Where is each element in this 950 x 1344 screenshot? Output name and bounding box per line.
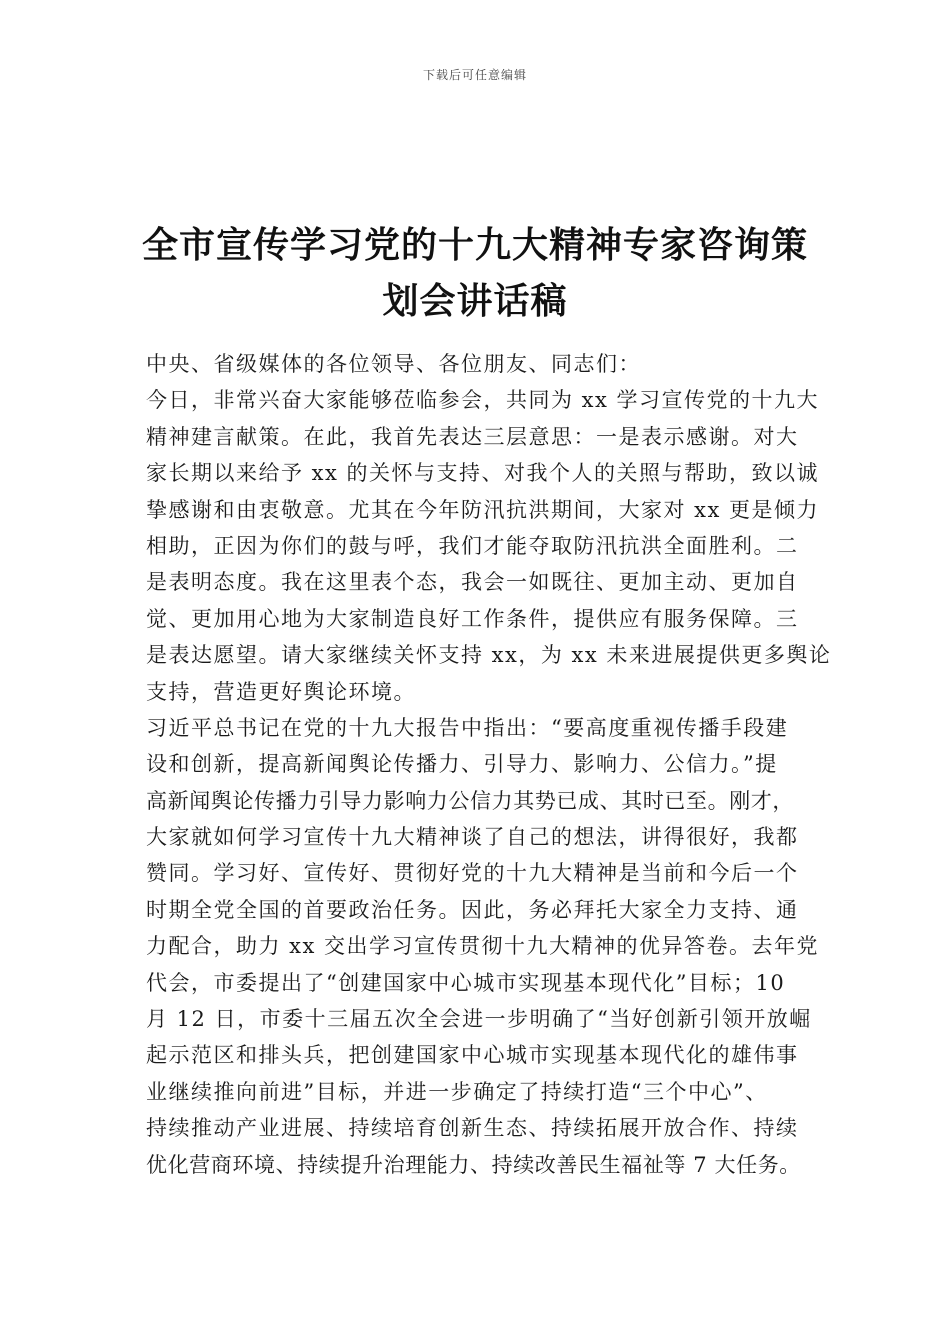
body-line: 高新闻舆论传播力引导力影响力公信力其势已成、其时已至。刚才，	[146, 788, 794, 813]
document-title	[120, 218, 830, 330]
body-line: 设和创新，提高新闻舆论传播力、引导力、影响力、公信力。”提	[146, 752, 778, 777]
body-line: 中央、省级媒体的各位领导、各位朋友、同志们：	[146, 352, 641, 376]
body-line: 持续推动产业进展、持续培育创新生态、持续拓展开放合作、持续	[146, 1116, 799, 1141]
body-line: 力配合，助力 xx 交出学习宣传贯彻十九大精神的优异答卷。去年党	[146, 934, 820, 959]
body-line: 时期全党全国的首要政治任务。因此，务必拜托大家全力支持、通	[146, 897, 799, 922]
body-line: 赞同。学习好、宣传好、贯彻好党的十九大精神是当前和今后一个	[146, 861, 799, 886]
body-line: 精神建言献策。在此，我首先表达三层意思：一是表示感谢。对大	[146, 424, 799, 449]
document-body	[146, 346, 836, 1183]
header-note: 下载后可任意编辑	[422, 68, 527, 82]
body-line: 今日，非常兴奋大家能够莅临参会，共同为 xx 学习宣传党的十九大	[146, 388, 820, 413]
body-line: 是表达愿望。请大家继续关怀支持 xx，为 xx 未来进展提供更多舆论	[146, 643, 832, 668]
body-line: 挚感谢和由衷敬意。尤其在今年防汛抗洪期间，大家对 xx 更是倾力	[146, 497, 820, 522]
body-line: 相助，正因为你们的鼓与呼，我们才能夺取防汛抗洪全面胜利。二	[146, 533, 799, 558]
body-line: 优化营商环境、持续提升治理能力、持续改善民生福祉等 7 大任务。	[146, 1152, 801, 1177]
title-line: 全市宣传学习党的十九大精神专家咨询策	[141, 225, 808, 266]
body-line: 起示范区和排头兵，把创建国家中心城市实现基本现代化的雄伟事	[146, 1043, 799, 1068]
body-line: 支持，营造更好舆论环境。	[146, 679, 416, 704]
body-line: 业继续推向前进”目标，并进一步确定了持续打造“三个中心”、	[146, 1079, 768, 1104]
body-line: 家长期以来给予 xx 的关怀与支持、对我个人的关照与帮助，致以诚	[146, 461, 820, 486]
body-line: 代会，市委提出了“创建国家中心城市实现基本现代化”目标；10	[146, 970, 786, 995]
body-line: 觉、更加用心地为大家制造良好工作条件，提供应有服务保障。三	[146, 606, 799, 631]
body-line: 是表明态度。我在这里表个态，我会一如既往、更加主动、更加自	[146, 570, 799, 595]
body-line: 习近平总书记在党的十九大报告中指出：“要高度重视传播手段建	[146, 715, 789, 740]
title-line: 划会讲话稿	[382, 281, 568, 322]
body-line: 月 12 日，市委十三届五次全会进一步明确了“当好创新引领开放崛	[146, 1007, 812, 1032]
body-line: 大家就如何学习宣传十九大精神谈了自己的想法，讲得很好，我都	[146, 825, 799, 850]
